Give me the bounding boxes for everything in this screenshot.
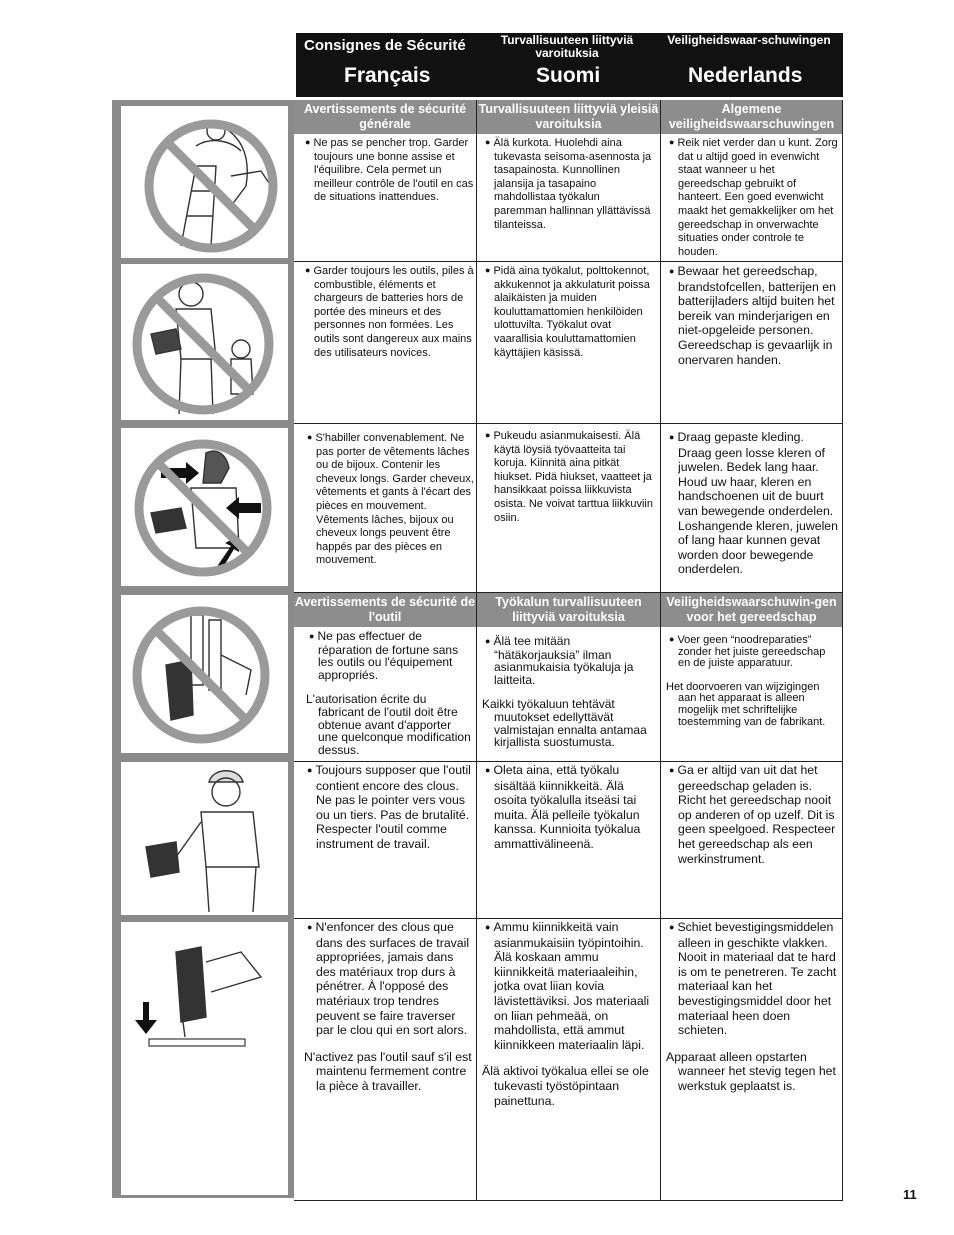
row6-fi-text2: Älä aktivoi työkalua ellei se ole tukevasti työstöpintaan painettuna.	[482, 1064, 649, 1108]
nail-surface-illustration	[121, 922, 288, 1195]
row4-fi-text2: Kaikki työkaluun tehtävät muutokset edellyttävät valmistajan ennalta antamaa kirjallista suostumusta.	[482, 697, 647, 750]
row4-fr-text: ● Ne pas effectuer de réparation de fortune sans les outils ou l'équipement appropriés.	[306, 630, 474, 681]
row2-fr-text: ● Garder toujours les outils, piles à combustible, éléments et chargeurs de batteries hors de portée des mineurs et des personnes non formées. Les outils sont dangereux aux mains des utilisateurs novices.	[302, 265, 474, 360]
worker-nailer-illustration	[121, 762, 288, 915]
row1-fr-text: ● Ne pas se pencher trop. Garder toujours une bonne assise et l'équilibre. Cela permet un meilleur contrôle de l'outil en cas de situations inattendues.	[302, 137, 474, 205]
tool-section-header-fr: Avertissements de sécurité de l'outil	[294, 593, 476, 627]
row4-nl-text: ● Voer geen “noodreparaties” zonder het juiste gereedschap en de juiste apparatuur.	[666, 635, 838, 670]
section-header-fr: Avertissements de sécurité générale	[294, 100, 476, 134]
fr-subtitle: Consignes de Sécurité	[304, 37, 466, 54]
fi-language-title: Suomi	[536, 64, 601, 87]
fi-subtitle: Turvallisuuteen liittyviä varoituksia	[500, 33, 634, 60]
row5-fi-text: ● Oleta aina, että työkalu sisältää kiinnikkeitä. Älä osoita työkalulla itseäsi tai muita. Älä pelleile työkalun kanssa. Kunnioita työkalua ammattivälineenä.	[482, 763, 654, 852]
nl-language-title: Nederlands	[688, 64, 803, 87]
section-header-nl: Algemene veiligheidswaarschuwingen	[661, 100, 842, 134]
row1-nl	[666, 137, 838, 259]
row6-fr-text2: N'activez pas l'outil sauf s'il est maintenu fermement contre la pièce à travailler.	[304, 1049, 472, 1093]
row1-fi	[482, 137, 654, 232]
row2-fr	[302, 265, 474, 360]
row2-fi-text: ● Pidä aina työkalut, polttokennot, akkukennot ja akkulaturit poissa alaikäisten ja muiden kouluttamattomien henkilöiden ulottuvilta. Työkalut ovat vaarallisia kouluttamattomien käyttäjien käsissä.	[482, 265, 654, 360]
row3-nl	[666, 430, 838, 577]
row4-fr-text2: L'autorisation écrite du fabricant de l'outil doit être obtenue avant d'apporter une quelconque modification dessus.	[306, 692, 471, 757]
no-repair-illustration	[121, 595, 288, 753]
row4-fi	[482, 635, 654, 749]
row1-fr	[302, 137, 474, 205]
row3-fr	[304, 432, 474, 568]
row6-fr	[304, 920, 474, 1094]
children-illustration	[121, 264, 288, 420]
row6-nl-text2: Apparaat alleen opstarten wanneer het stevig tegen het werkstuk geplaatst is.	[666, 1049, 836, 1093]
row5-nl	[666, 763, 838, 866]
row5-fr-text: ● Toujours supposer que l'outil contient encore des clous. Ne pas le pointer vers vous ou un tiers. Pas de brutalité. Respecter l'outil comme instrument de travail.	[304, 763, 474, 852]
row6-nl	[666, 920, 838, 1094]
row-divider	[294, 761, 843, 762]
row-divider	[294, 918, 843, 919]
row-divider	[294, 423, 843, 424]
page-number: 11	[903, 1187, 917, 1202]
fr-language-title: Français	[344, 64, 431, 87]
row2-nl	[666, 264, 838, 367]
row6-nl-text: ● Schiet bevestigingsmiddelen alleen in geschikte vlakken. Nooit in materiaal dat te hard is om te penetreren. Te zacht materiaal kan het bevestigingsmiddel door het materiaal heen doen schieten.	[666, 920, 838, 1038]
row6-fi-text: ● Ammu kiinnikkeitä vain asianmukaisiin työpintoihin. Älä koskaan ammu kiinnikkeitä materiaaleihin, jotka ovat liian kovia lävistettäviksi. Jos materiaali on liian pehmeää, on mahdollista, että ammut kiinnikkeen materiaalin läpi.	[482, 920, 656, 1052]
row5-fr	[304, 763, 474, 852]
row3-fr-text: ● S'habiller convenablement. Ne pas porter de vêtements lâches ou de bijoux. Contenir les cheveux longs. Garder cheveux, vêtements et gants à l'écart des pièces en mouvement. Vêtements lâches, bijoux ou cheveux longs peuvent être happés par des pièces en mouvement.	[304, 432, 474, 568]
row6-fi	[482, 920, 656, 1108]
row4-nl-text2: Het doorvoeren van wijzigingen aan het apparaat is alleen mogelijk met schriftelijke toestemming van de fabrikant.	[666, 680, 826, 728]
row3-fi-text: ● Pukeudu asianmukaisesti. Älä käytä löysiä työvaatteita tai koruja. Kiinnitä aina pitkät hiukset. Pidä hiukset, vaatteet ja hansikkaat poissa liikkuvista osista. Ne voivat tarttua liikkuviin osiin.	[482, 430, 654, 525]
tool-section-header-fi: Työkalun turvallisuuteen liittyviä varoituksia	[477, 593, 660, 627]
language-header	[296, 33, 843, 97]
column-divider	[660, 100, 661, 1200]
overreach-illustration	[121, 106, 288, 258]
row1-fi-text: ● Älä kurkota. Huolehdi aina tukevasta seisoma-asennosta ja tasapainosta. Kunnollinen jalansija ja tasapaino mahdollistaa työkalun paremman hallinnan yllättävissä tilanteissa.	[482, 137, 654, 232]
row4-fr	[306, 630, 474, 756]
row5-fi	[482, 763, 654, 852]
row4-fi-text: ● Älä tee mitään “hätäkorjauksia” ilman asianmukaisia työkaluja ja laitteita.	[482, 635, 654, 686]
column-divider	[476, 100, 477, 1200]
row2-nl-text: ● Bewaar het gereedschap, brandstofcellen, batterijen en batterijladers altijd buiten het bereik van minderjarigen en niet-opgeleide personen. Gereedschap is gevaarlijk in onervaren handen.	[666, 264, 838, 367]
row1-nl-text: ● Reik niet verder dan u kunt. Zorg dat u altijd goed in evenwicht staat wanneer u het gereedschap gebruikt of hanteert. Een goed evenwicht maakt het gemakkelijker om het gereedschap in onverwachte situaties onder controle te houden.	[666, 137, 838, 259]
row4-nl	[666, 635, 838, 728]
row3-nl-text: ● Draag gepaste kleding. Draag geen losse kleren of juwelen. Bedek lang haar. Houd uw haar, kleren en handschoenen uit de buurt van bewegende onderdelen. Loshangende kleren, juwelen of lang haar kunnen gevat worden door bewegende onderdelen.	[666, 430, 838, 577]
row5-nl-text: ● Ga er altijd van uit dat het gereedschap geladen is. Richt het gereedschap nooit op anderen of op uzelf. Dit is geen speelgoed. Respecteer het gereedschap als een werkinstrument.	[666, 763, 838, 866]
tool-section-header-nl: Veiligheidswaarschuwin-gen voor het gereedschap	[661, 593, 842, 627]
clothing-illustration	[121, 428, 288, 586]
row2-fi	[482, 265, 654, 360]
row3-fi	[482, 430, 654, 525]
row-divider	[294, 261, 843, 262]
row6-fr-text: ● N'enfoncer des clous que dans des surfaces de travail appropriées, jamais dans des matériaux trop durs à pénétrer. À l'opposé des matériaux trop tendres peuvent se faire traverser par le clou qui en sort alors.	[304, 920, 474, 1038]
section-header-fi: Turvallisuuteen liittyviä yleisiä varoituksia	[477, 100, 660, 134]
nl-subtitle: Veiligheidswaar-schuwingen	[667, 33, 831, 47]
